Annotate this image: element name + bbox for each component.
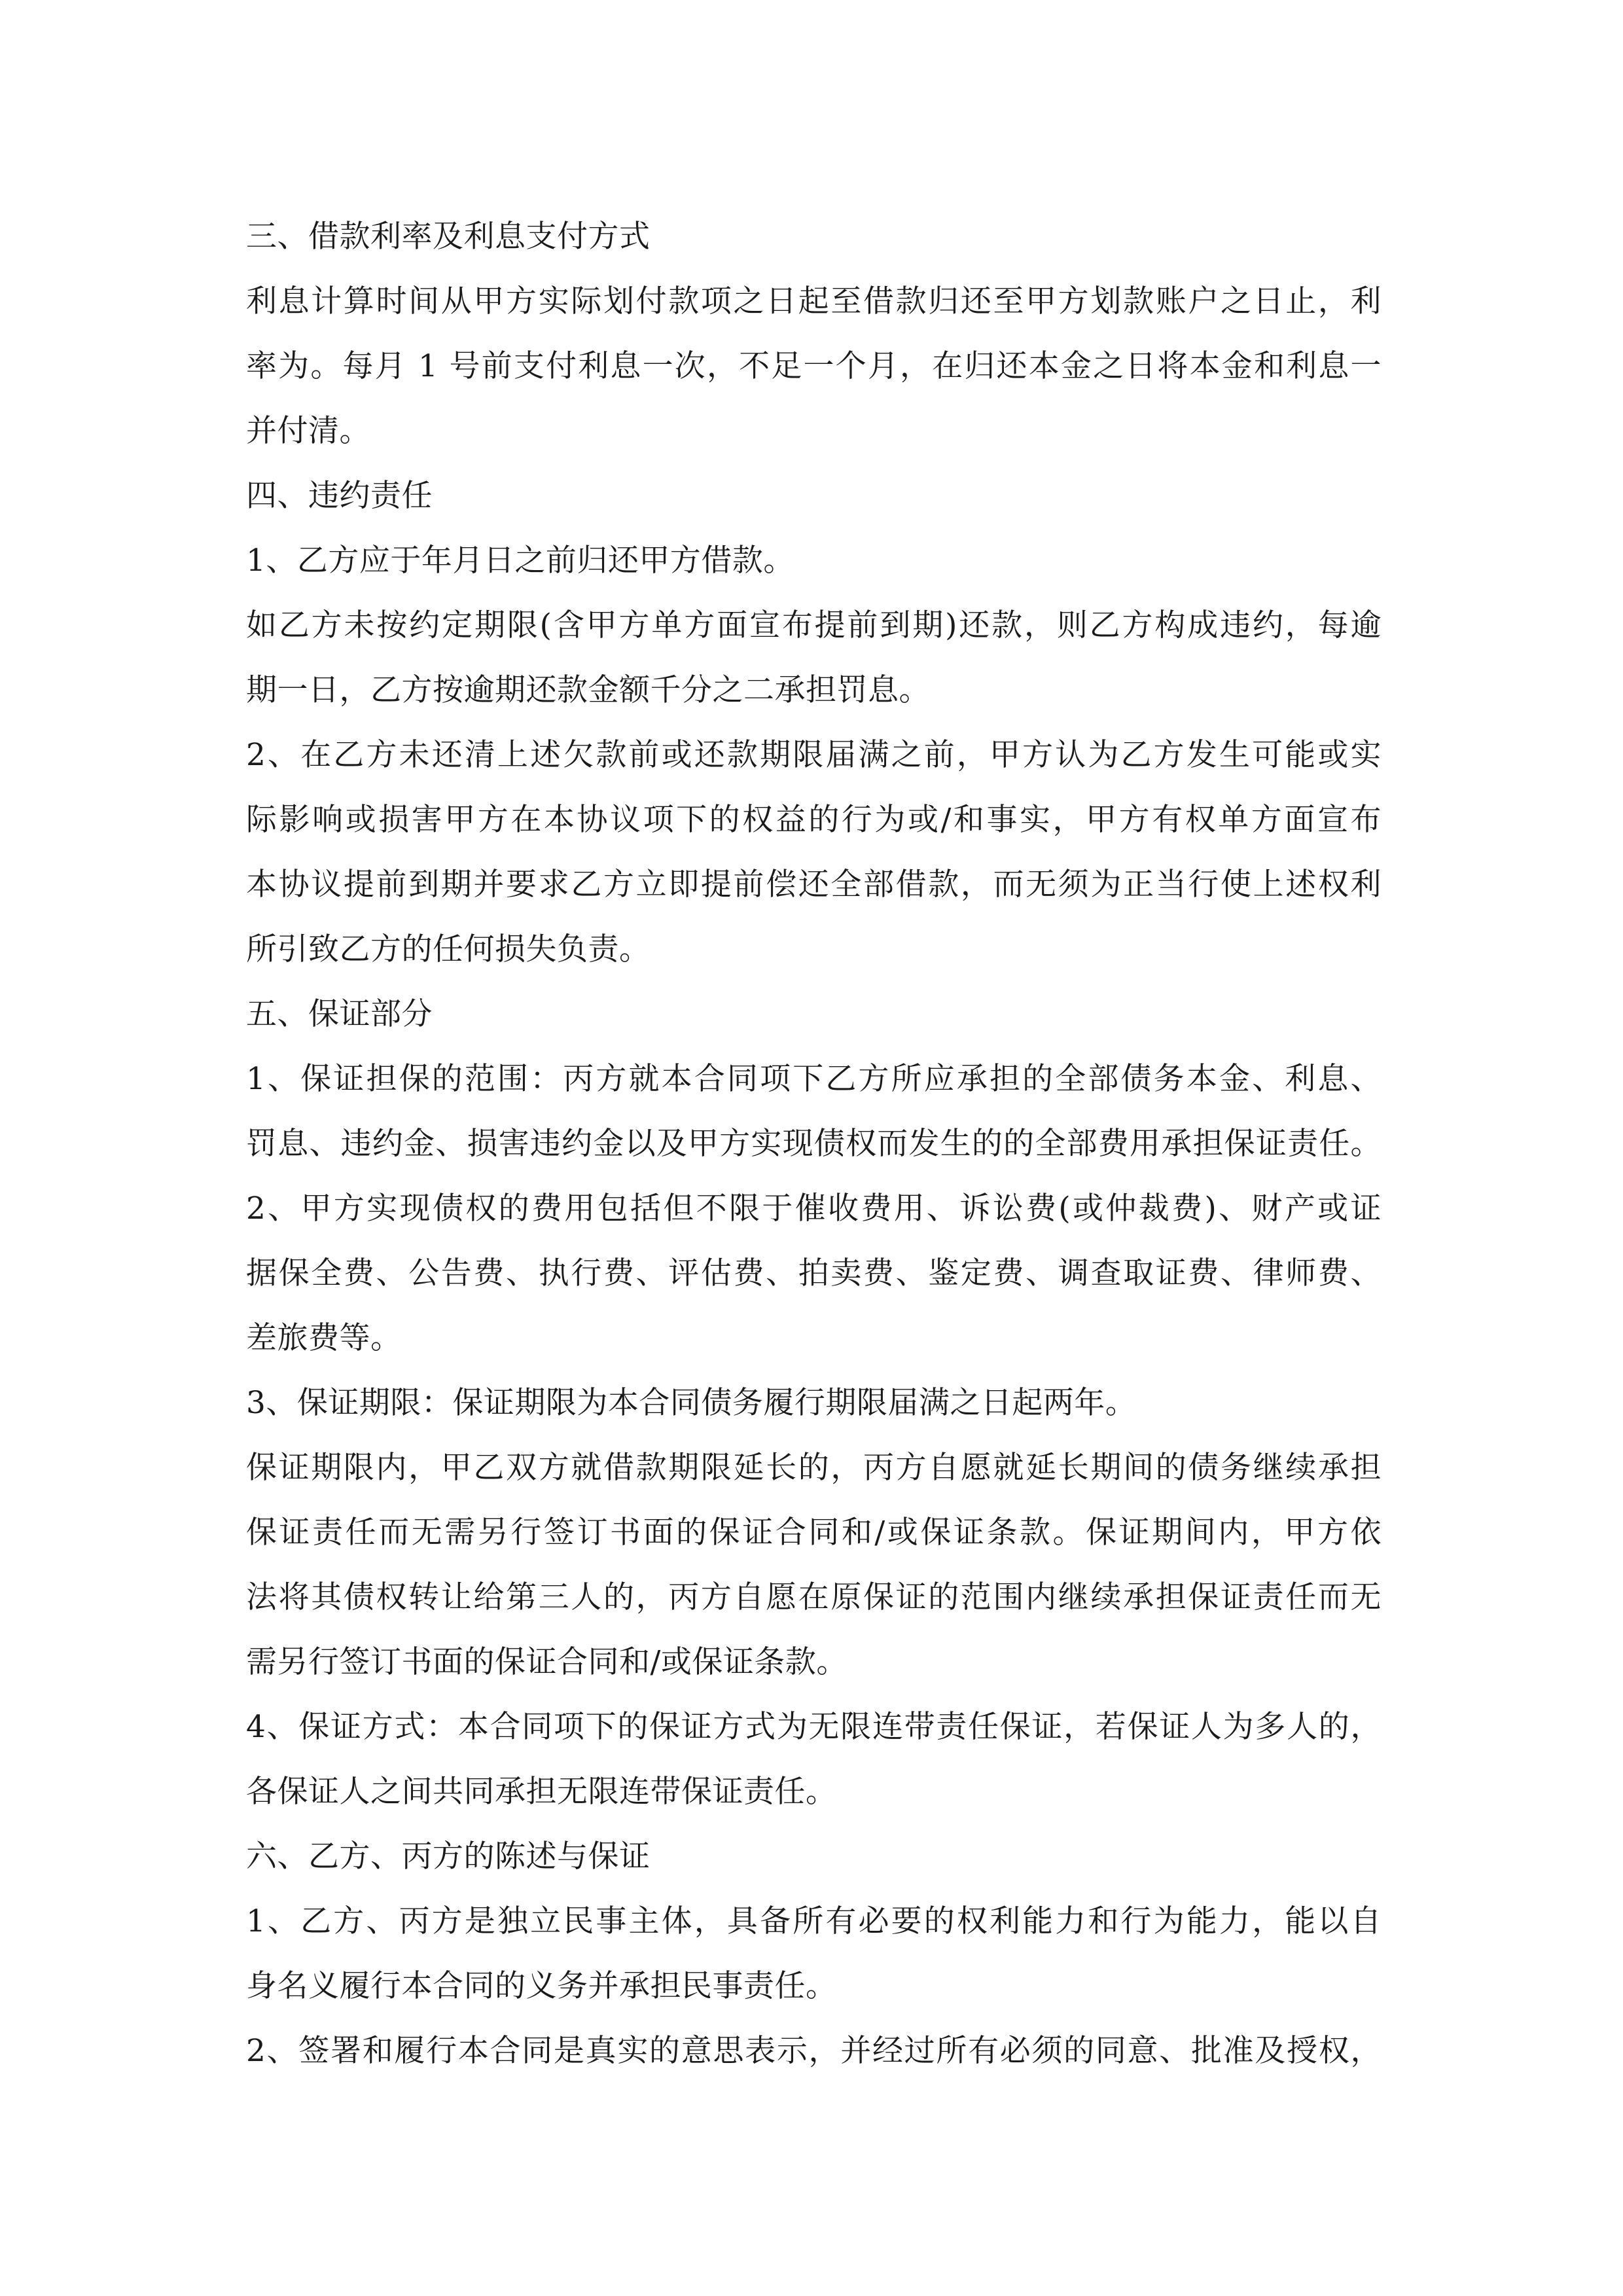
paragraph-line: 各保证人之间共同承担无限连带保证责任。 (246, 1774, 837, 1810)
paragraph-line: 利息计算时间从甲方实际划付款项之日起至借款归还至甲方划款账户之日止，利 (246, 283, 1382, 319)
paragraph-line: 法将其债权转让给第三人的，丙方自愿在原保证的范围内继续承担保证责任而无 (246, 1579, 1382, 1615)
paragraph-line: 4、保证方式：本合同项下的保证方式为无限连带责任保证，若保证人为多人的， (246, 1709, 1382, 1745)
section-heading-breach: 四、违约责任 (246, 478, 433, 514)
paragraph-line: 需另行签订书面的保证合同和/或保证条款。 (246, 1644, 847, 1680)
paragraph-line: 据保全费、公告费、执行费、评估费、拍卖费、鉴定费、调查取证费、律师费、 (246, 1255, 1382, 1291)
paragraph-line: 如乙方未按约定期限(含甲方单方面宣布提前到期)还款，则乙方构成违约，每逾 (246, 607, 1382, 643)
document-body (246, 204, 1382, 2083)
paragraph-line: 所引致乙方的任何损失负责。 (246, 931, 651, 967)
paragraph-line: 率为。每月 1 号前支付利息一次，不足一个月，在归还本金之日将本金和利息一 (246, 348, 1382, 384)
section-heading-representations: 六、乙方、丙方的陈述与保证 (246, 1839, 651, 1874)
paragraph-line: 1、乙方、丙方是独立民事主体，具备所有必要的权利能力和行为能力，能以自 (246, 1903, 1382, 1939)
section-heading-interest: 三、借款利率及利息支付方式 (246, 219, 651, 255)
paragraph-line: 保证责任而无需另行签订书面的保证合同和/或保证条款。保证期间内，甲方依 (246, 1515, 1382, 1551)
paragraph-line: 身名义履行本合同的义务并承担民事责任。 (246, 1968, 837, 2004)
paragraph-line: 并付清。 (246, 413, 370, 449)
paragraph-line: 保证期限内，甲乙双方就借款期限延长的，丙方自愿就延长期间的债务继续承担 (246, 1450, 1382, 1486)
section-heading-guarantee: 五、保证部分 (246, 996, 433, 1032)
paragraph-line: 1、乙方应于年月日之前归还甲方借款。 (246, 543, 794, 579)
paragraph-line: 期一日，乙方按逾期还款金额千分之二承担罚息。 (246, 672, 930, 708)
paragraph-line: 2、签署和履行本合同是真实的意思表示，并经过所有必须的同意、批准及授权， (246, 2033, 1382, 2069)
paragraph-line: 2、在乙方未还清上述欠款前或还款期限届满之前，甲方认为乙方发生可能或实 (246, 737, 1382, 773)
paragraph-line: 差旅费等。 (246, 1320, 402, 1356)
paragraph-line: 3、保证期限：保证期限为本合同债务履行期限届满之日起两年。 (246, 1385, 1137, 1421)
paragraph-line: 本协议提前到期并要求乙方立即提前偿还全部借款，而无须为正当行使上述权利 (246, 867, 1382, 903)
paragraph-line: 1、保证担保的范围：丙方就本合同项下乙方所应承担的全部债务本金、利息、 (246, 1061, 1382, 1097)
paragraph-line: 罚息、违约金、损害违约金以及甲方实现债权而发生的的全部费用承担保证责任。 (246, 1126, 1382, 1162)
paragraph-line: 2、甲方实现债权的费用包括但不限于催收费用、诉讼费(或仲裁费)、财产或证 (246, 1191, 1382, 1227)
paragraph-line: 际影响或损害甲方在本协议项下的权益的行为或/和事实，甲方有权单方面宣布 (246, 802, 1382, 838)
